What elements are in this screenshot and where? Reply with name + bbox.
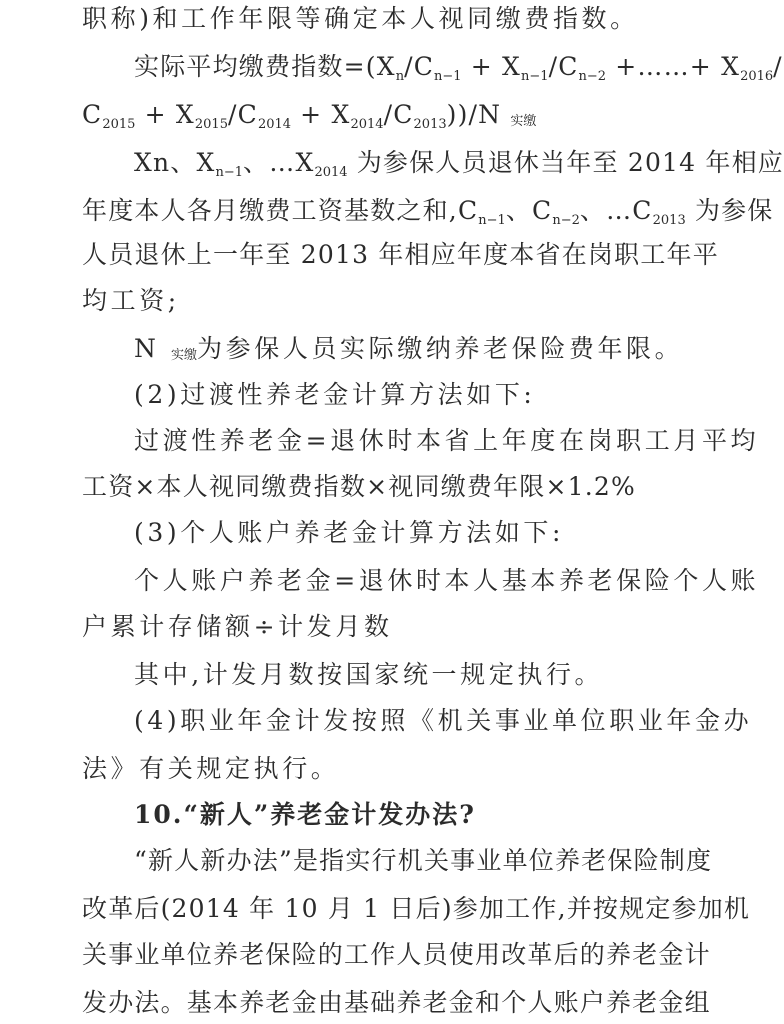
text-line: N 实缴为参保人员实际缴纳养老保险费年限。 [134,334,684,363]
text-line: 年度本人各月缴费工资基数之和$,C_{n-1}$、$C_{n-2}$、$\dots C_{2013}$ 为参保 [82,196,774,228]
text-line: “新人新办法”是指实行机关事业单位养老保险制度 [134,846,713,875]
text-line: 均工资; [82,286,180,315]
formula-line: $C_{2015} + X_{2015}/C_{2014} + X_{2014}/C_{2013}))/N$ 实缴 [82,100,537,132]
text-line: 职称)和工作年限等确定本人视同缴费指数。 [82,4,639,33]
text-line: (3)个人账户养老金计算方法如下: [134,518,565,547]
section-heading: 10.“新人”养老金计发办法? [134,800,476,829]
text-line: 人员退休上一年至 2013 年相应年度本省在岗职工年平 [82,240,719,269]
text-line: (2)过渡性养老金计算方法如下: [134,380,536,409]
text-line: 发办法。基本养老金由基础养老金和个人账户养老金组 [82,988,711,1017]
formula-line: 实际平均缴费指数$=(X_n/C_{n-1} + X_{n-1}/C_{n-2}$ +……+ $X_{2016}/$ [134,52,783,84]
text-line: 改革后(2014 年 10 月 1 日后)参加工作,并按规定参加机 [82,894,751,923]
text-line: 过渡性养老金=退休时本省上年度在岗职工月平均 [134,426,760,455]
text-line: 户累计存储额÷计发月数 [82,612,393,641]
text-line: 其中,计发月数按国家统一规定执行。 [134,660,604,689]
text-line: 个人账户养老金=退休时本人基本养老保险个人账 [134,566,760,595]
text-line: 关事业单位养老保险的工作人员使用改革后的养老金计 [82,940,711,969]
text-line: 工资×本人视同缴费指数×视同缴费年限×1.2% [82,472,636,501]
text-line: (4)职业年金计发按照《机关事业单位职业年金办 [134,706,753,735]
text-line: Xn、$X_{n-1}$、$\dots X_{2014}$ 为参保人员退休当年至 2014 年相应 [134,148,784,180]
text-line: 法》有关规定执行。 [82,754,340,783]
